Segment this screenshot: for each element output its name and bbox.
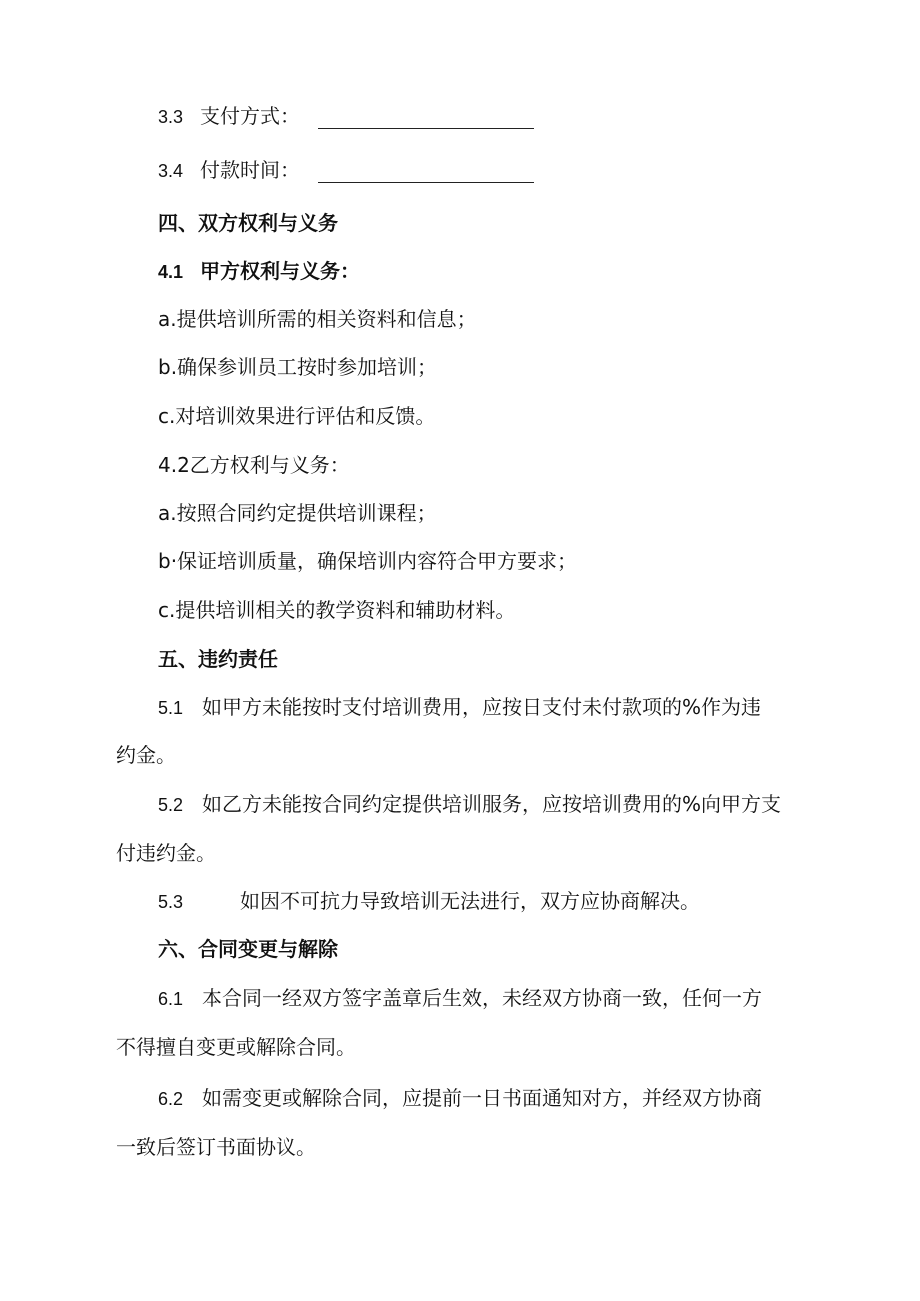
clause-text: 本合同一经双方签字盖章后生效，未经双方协商一致，任何一方 — [202, 986, 762, 1010]
clause-label: 支付方式： — [200, 104, 300, 128]
clause-3-4 — [158, 158, 534, 183]
clause-text: 如乙方未能按合同约定提供培训服务，应按培训费用的%向甲方支 — [202, 792, 782, 816]
clause-6-1-line2: 不得擅自变更或解除合同。 — [116, 1035, 356, 1059]
clause-4-1 — [158, 259, 360, 284]
item-4-1-c: c.对培训效果进行评估和反馈。 — [158, 404, 436, 428]
clause-5-3 — [158, 889, 700, 914]
clause-number: 6.1 — [158, 989, 184, 1009]
clause-number: 6.2 — [158, 1089, 184, 1109]
clause-number: 5.1 — [158, 698, 184, 718]
section-heading-4: 四、双方权利与义务 — [158, 211, 338, 235]
clause-number: 3.4 — [158, 161, 184, 181]
clause-number: 4.1 — [158, 262, 184, 282]
clause-3-3 — [158, 104, 534, 129]
clause-6-2-line1 — [158, 1086, 762, 1111]
payment-time-blank[interactable] — [318, 164, 534, 183]
clause-5-2-line1 — [158, 792, 781, 817]
clause-label: 甲方权利与义务： — [200, 259, 360, 283]
payment-method-blank[interactable] — [318, 110, 534, 129]
item-4-2-b: b·保证培训质量，确保培训内容符合甲方要求； — [158, 549, 578, 573]
clause-label: 付款时间： — [200, 158, 300, 182]
item-4-2-a: a.按照合同约定提供培训课程； — [158, 501, 437, 525]
section-heading-5: 五、违约责任 — [158, 647, 278, 671]
item-4-1-a: a.提供培训所需的相关资料和信息； — [158, 307, 477, 331]
clause-number: 5.2 — [158, 795, 184, 815]
clause-5-2-line2: 付违约金。 — [116, 841, 216, 865]
clause-number: 5.3 — [158, 892, 184, 912]
clause-6-2-line2: 一致后签订书面协议。 — [116, 1135, 316, 1159]
clause-number: 3.3 — [158, 107, 184, 127]
clause-text: 如因不可抗力导致培训无法进行，双方应协商解决。 — [240, 889, 700, 913]
clause-5-1-line1 — [158, 695, 761, 720]
item-4-1-b: b.确保参训员工按时参加培训； — [158, 355, 438, 379]
clause-text: 如甲方未能按时支付培训费用，应按日支付未付款项的%作为违 — [202, 695, 762, 719]
section-heading-6: 六、合同变更与解除 — [158, 937, 338, 961]
clause-6-1-line1 — [158, 986, 762, 1011]
clause-4-2: 4.2乙方权利与义务： — [158, 453, 350, 477]
item-4-2-c: c.提供培训相关的教学资料和辅助材料。 — [158, 598, 516, 622]
clause-5-1-line2: 约金。 — [116, 743, 176, 767]
clause-text: 如需变更或解除合同，应提前一日书面通知对方，并经双方协商 — [202, 1086, 762, 1110]
